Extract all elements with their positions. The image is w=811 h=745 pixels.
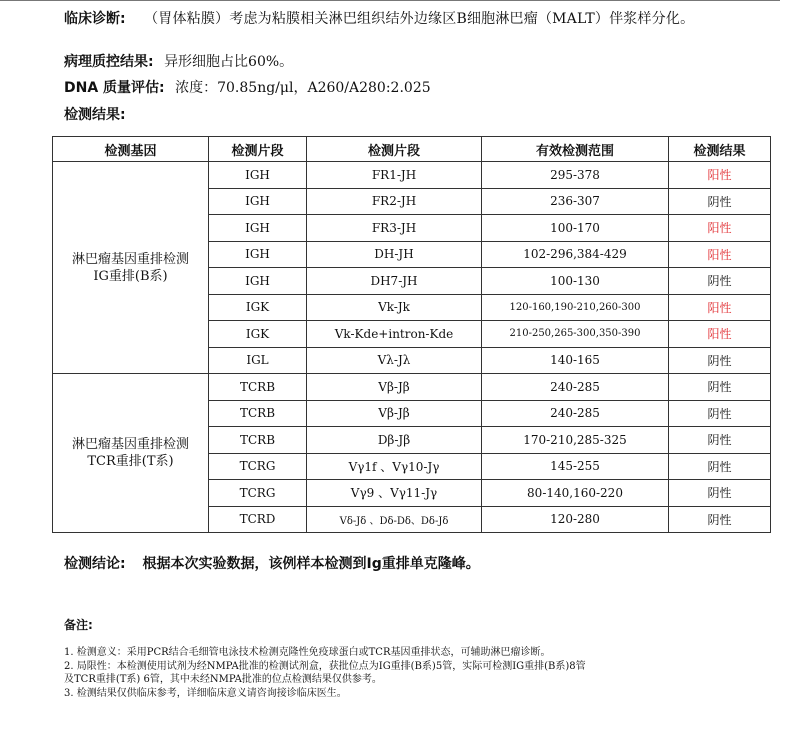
cell-gene: IGH [209, 162, 307, 189]
cell-range: 240-285 [482, 400, 669, 427]
cell-range: 120-280 [482, 506, 669, 533]
note-line-3: 3. 检测结果仅供临床参考，详细临床意义请咨询接诊临床医生。 [64, 687, 347, 699]
cell-range: 170-210,285-325 [482, 427, 669, 454]
cell-gene: IGH [209, 241, 307, 268]
cell-segment: Vk-Jk [307, 294, 482, 321]
diagnosis-value: （胃体粘膜）考虑为粘膜相关淋巴组织结外边缘区B细胞淋巴瘤（MALT）伴浆样分化。 [144, 11, 695, 27]
cell-segment: Vβ-Jβ [307, 400, 482, 427]
dna-value: 浓度：70.85ng/μl，A260/A280:2.025 [175, 80, 431, 96]
results-title: 检测结果: [64, 107, 126, 123]
note-line-2b: 及TCR重排(T系) 6管，其中未经NMPA批准的位点检测结果仅供参考。 [64, 674, 382, 685]
group-tcr-line1: 淋巴瘤基因重排检测 [71, 437, 189, 452]
qc-value: 异形细胞占比60%。 [164, 54, 294, 70]
cell-result: 阳性 [669, 162, 771, 189]
cell-gene: IGH [209, 188, 307, 215]
cell-gene: TCRB [209, 374, 307, 401]
cell-segment: FR3-JH [307, 215, 482, 242]
cell-result: 阴性 [669, 347, 771, 374]
clinical-diagnosis [64, 10, 774, 28]
cell-segment: Vβ-Jβ [307, 374, 482, 401]
table-row [53, 162, 771, 189]
cell-result: 阳性 [669, 241, 771, 268]
conclusion-text: 根据本次实验数据，该例样本检测到Ig重排单克隆峰。 [142, 556, 480, 572]
cell-gene: TCRD [209, 506, 307, 533]
cell-gene: IGH [209, 215, 307, 242]
cell-segment: DH7-JH [307, 268, 482, 295]
cell-range: 210-250,265-300,350-390 [482, 321, 669, 348]
qc-label: 病理质控结果: [64, 54, 154, 70]
cell-range: 120-160,190-210,260-300 [482, 294, 669, 321]
col-header-fragment: 检测片段 [209, 137, 307, 162]
diagnosis-label: 临床诊断: [64, 11, 126, 27]
cell-gene: TCRG [209, 480, 307, 507]
cell-range: 100-170 [482, 215, 669, 242]
group-ig [53, 162, 209, 374]
cell-range: 236-307 [482, 188, 669, 215]
cell-segment: Vk-Kde+intron-Kde [307, 321, 482, 348]
group-tcr-line2: TCR重排(T系) [87, 454, 174, 469]
cell-result: 阴性 [669, 400, 771, 427]
cell-segment: Vγ1f 、Vγ10-Jγ [307, 453, 482, 480]
results-table [52, 136, 771, 533]
cell-range: 240-285 [482, 374, 669, 401]
group-tcr [53, 374, 209, 533]
col-header-gene: 检测基因 [53, 137, 209, 162]
cell-gene: IGK [209, 294, 307, 321]
col-header-range: 有效检测范围 [482, 137, 669, 162]
col-header-segment: 检测片段 [307, 137, 482, 162]
cell-gene: IGH [209, 268, 307, 295]
group-ig-line2: IG重排(B系) [93, 268, 168, 284]
table-header-row [53, 137, 771, 162]
cell-result: 阴性 [669, 188, 771, 215]
dna-quality [64, 79, 431, 97]
cell-result: 阴性 [669, 506, 771, 533]
cell-segment: Dβ-Jβ [307, 427, 482, 454]
cell-gene: TCRB [209, 427, 307, 454]
group-ig-line1: 淋巴瘤基因重排检测 [71, 251, 189, 267]
cell-segment: FR2-JH [307, 188, 482, 215]
cell-gene: IGK [209, 321, 307, 348]
notes [64, 646, 764, 700]
cell-result: 阳性 [669, 215, 771, 242]
conclusion [64, 553, 480, 573]
cell-range: 145-255 [482, 453, 669, 480]
notes-title: 备注: [64, 618, 93, 632]
cell-gene: TCRG [209, 453, 307, 480]
cell-segment: Vγ9 、Vγ11-Jγ [307, 480, 482, 507]
pathology-qc [64, 53, 293, 71]
cell-segment: FR1-JH [307, 162, 482, 189]
top-divider [0, 0, 780, 1]
cell-gene: IGL [209, 347, 307, 374]
cell-result: 阳性 [669, 294, 771, 321]
table-row [53, 374, 771, 401]
dna-label: DNA 质量评估: [64, 80, 165, 96]
col-header-result: 检测结果 [669, 137, 771, 162]
cell-result: 阴性 [669, 480, 771, 507]
cell-result: 阴性 [669, 427, 771, 454]
note-line-1: 1. 检测意义：采用PCR结合毛细管电泳技术检测克隆性免疫球蛋白或TCR基因重排状态，可辅助淋巴瘤诊断。 [64, 647, 551, 658]
cell-result: 阴性 [669, 268, 771, 295]
cell-result: 阳性 [669, 321, 771, 348]
cell-range: 80-140,160-220 [482, 480, 669, 507]
cell-segment: Vδ-Jδ 、Dδ-Dδ、Dδ-Jδ [307, 506, 482, 533]
note-line-2a: 2. 局限性：本检测使用试剂为经NMPA批准的检测试剂盒，获批位点为IG重排(B系)5管，实际可检测IG重排(B系)8管 [64, 660, 586, 672]
cell-range: 100-130 [482, 268, 669, 295]
cell-segment: Vλ-Jλ [307, 347, 482, 374]
cell-range: 140-165 [482, 347, 669, 374]
cell-gene: TCRB [209, 400, 307, 427]
cell-range: 102-296,384-429 [482, 241, 669, 268]
cell-result: 阴性 [669, 453, 771, 480]
cell-segment: DH-JH [307, 241, 482, 268]
cell-result: 阴性 [669, 374, 771, 401]
cell-range: 295-378 [482, 162, 669, 189]
conclusion-label: 检测结论: [64, 556, 126, 572]
